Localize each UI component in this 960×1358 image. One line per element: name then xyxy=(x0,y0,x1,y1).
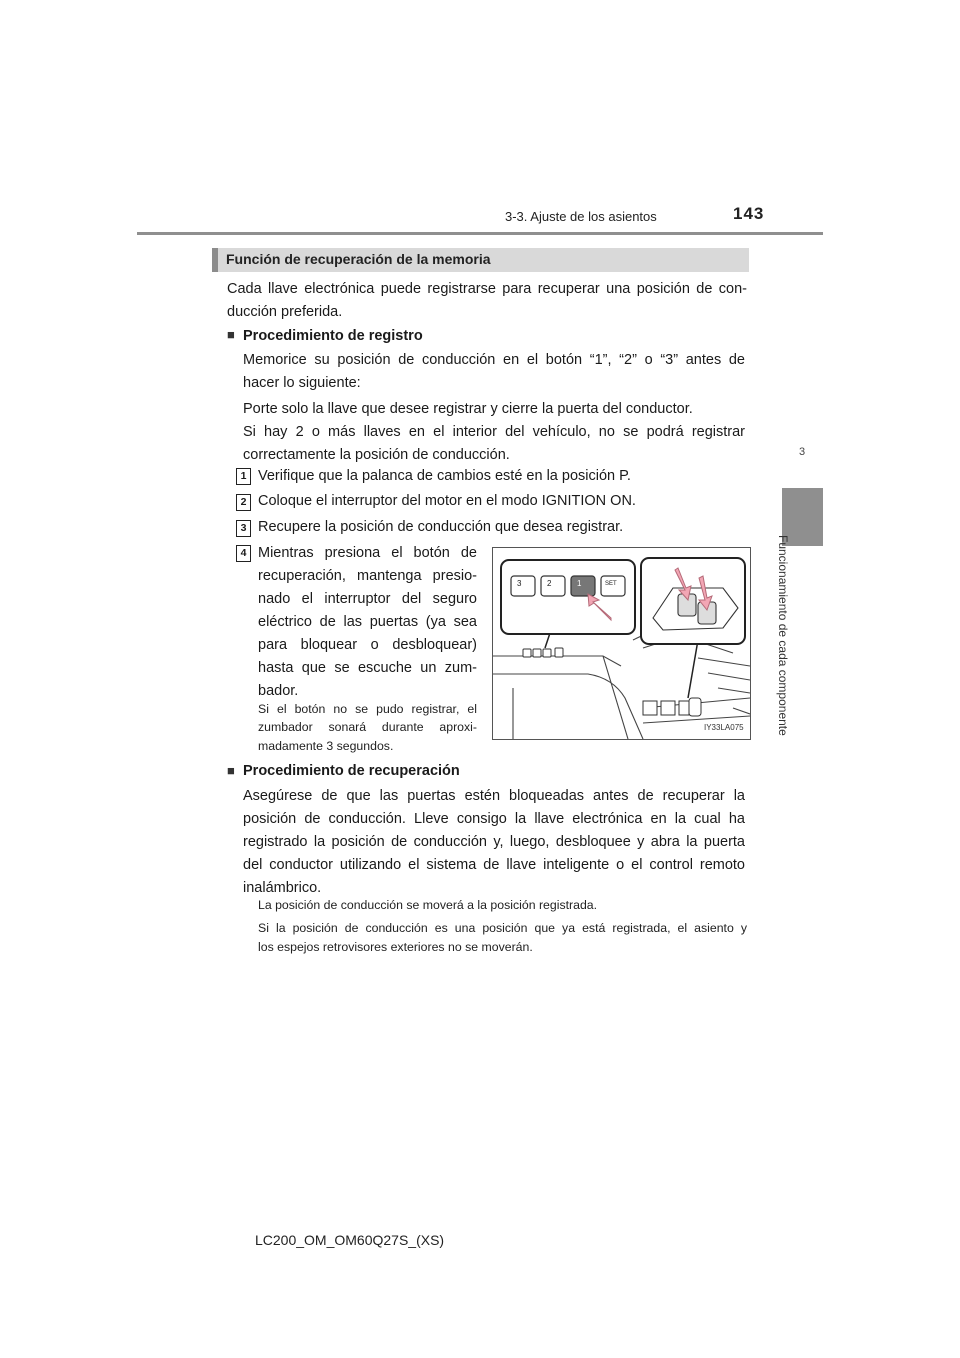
door-memory-switch-illustration xyxy=(492,547,751,740)
bullet-square-icon: ■ xyxy=(227,327,235,342)
section-banner-accent xyxy=(212,248,218,272)
memory-button-1-label: 1 xyxy=(577,579,582,588)
step-number-1: 1 xyxy=(236,468,251,485)
recuperacion-note-2-line-1: Si la posición de conducción es una posición que ya está registrada, el asiento y xyxy=(258,921,747,935)
step-text-3: Recupere la posición de conducción que desea registrar. xyxy=(258,519,624,535)
intro-line-2: ducción preferida. xyxy=(227,304,343,320)
bullet-square-icon-2: ■ xyxy=(227,763,235,778)
recuperacion-line-3: registrado la posición de conducción y, luego, desbloquee y abra la puerta xyxy=(243,834,745,850)
step-4-line-7: bador. xyxy=(258,683,299,699)
step-4-note-line-1: Si el botón no se pudo registrar, el xyxy=(258,702,477,716)
running-header-section: 3-3. Ajuste de los asientos xyxy=(505,209,657,224)
header-rule xyxy=(137,232,823,235)
registro-p1-line-2: hacer lo siguiente: xyxy=(243,375,361,391)
registro-p1-line-1: Memorice su posición de conducción en el botón “1”, “2” o “3” antes de xyxy=(243,352,745,368)
step-number-2: 2 xyxy=(236,494,251,511)
registro-title: Procedimiento de registro xyxy=(243,328,423,344)
step-4-line-5: para bloquear o desbloquear) xyxy=(258,637,477,653)
step-4-line-3: nado el interruptor del seguro xyxy=(258,591,477,607)
step-4-line-2: recuperación, mantenga presio- xyxy=(258,568,477,584)
step-4-note-line-2: zumbador sonará durante aproxi- xyxy=(258,720,477,734)
registro-p3-line-2: correctamente la posición de conducción. xyxy=(243,447,510,463)
recuperacion-title: Procedimiento de recuperación xyxy=(243,763,460,779)
step-4-note-line-3: madamente 3 segundos. xyxy=(258,739,394,753)
registro-p3-line-1: Si hay 2 o más llaves en el interior del vehículo, no se podrá registrar xyxy=(243,424,745,440)
memory-set-button-label: SET xyxy=(605,581,617,587)
recuperacion-note-1: La posición de conducción se moverá a la posición registrada. xyxy=(258,898,598,912)
chapter-label: Funcionamiento de cada componente xyxy=(776,535,790,736)
illustration-drawing xyxy=(493,548,750,739)
memory-button-3-label: 3 xyxy=(517,579,522,588)
step-text-2: Coloque el interruptor del motor en el modo IGNITION ON. xyxy=(258,493,636,509)
recuperacion-note-2-line-2: los espejos retrovisores exteriores no se moverán. xyxy=(258,940,533,954)
intro-line-1: Cada llave electrónica puede registrarse para recuperar una posición de con- xyxy=(227,281,747,297)
step-text-1: Verifique que la palanca de cambios esté en la posición P. xyxy=(258,468,631,484)
chapter-number: 3 xyxy=(799,446,806,458)
step-number-3: 3 xyxy=(236,520,251,537)
step-4-line-4: eléctrico de las puertas (ya sea xyxy=(258,614,477,630)
page-number: 143 xyxy=(733,204,765,223)
recuperacion-line-2: posición de conducción. Lleve consigo la llave electrónica en la cual ha xyxy=(243,811,745,827)
step-number-4: 4 xyxy=(236,545,251,562)
document-footer-code: LC200_OM_OM60Q27S_(XS) xyxy=(255,1232,445,1248)
step-4-line-1: Mientras presiona el botón de xyxy=(258,545,477,561)
memory-button-2-label: 2 xyxy=(547,579,552,588)
section-title: Función de recuperación de la memoria xyxy=(226,251,491,267)
recuperacion-line-4: del conductor utilizando el sistema de llave inteligente o el control remoto xyxy=(243,857,745,873)
recuperacion-line-1: Asegúrese de que las puertas estén bloqueadas antes de recuperar la xyxy=(243,788,745,804)
figure-code: IY33LA075 xyxy=(704,723,744,732)
recuperacion-line-5: inalámbrico. xyxy=(243,880,322,896)
registro-p2: Porte solo la llave que desee registrar y cierre la puerta del conductor. xyxy=(243,401,693,417)
step-4-line-6: hasta que se escuche un zum- xyxy=(258,660,477,676)
